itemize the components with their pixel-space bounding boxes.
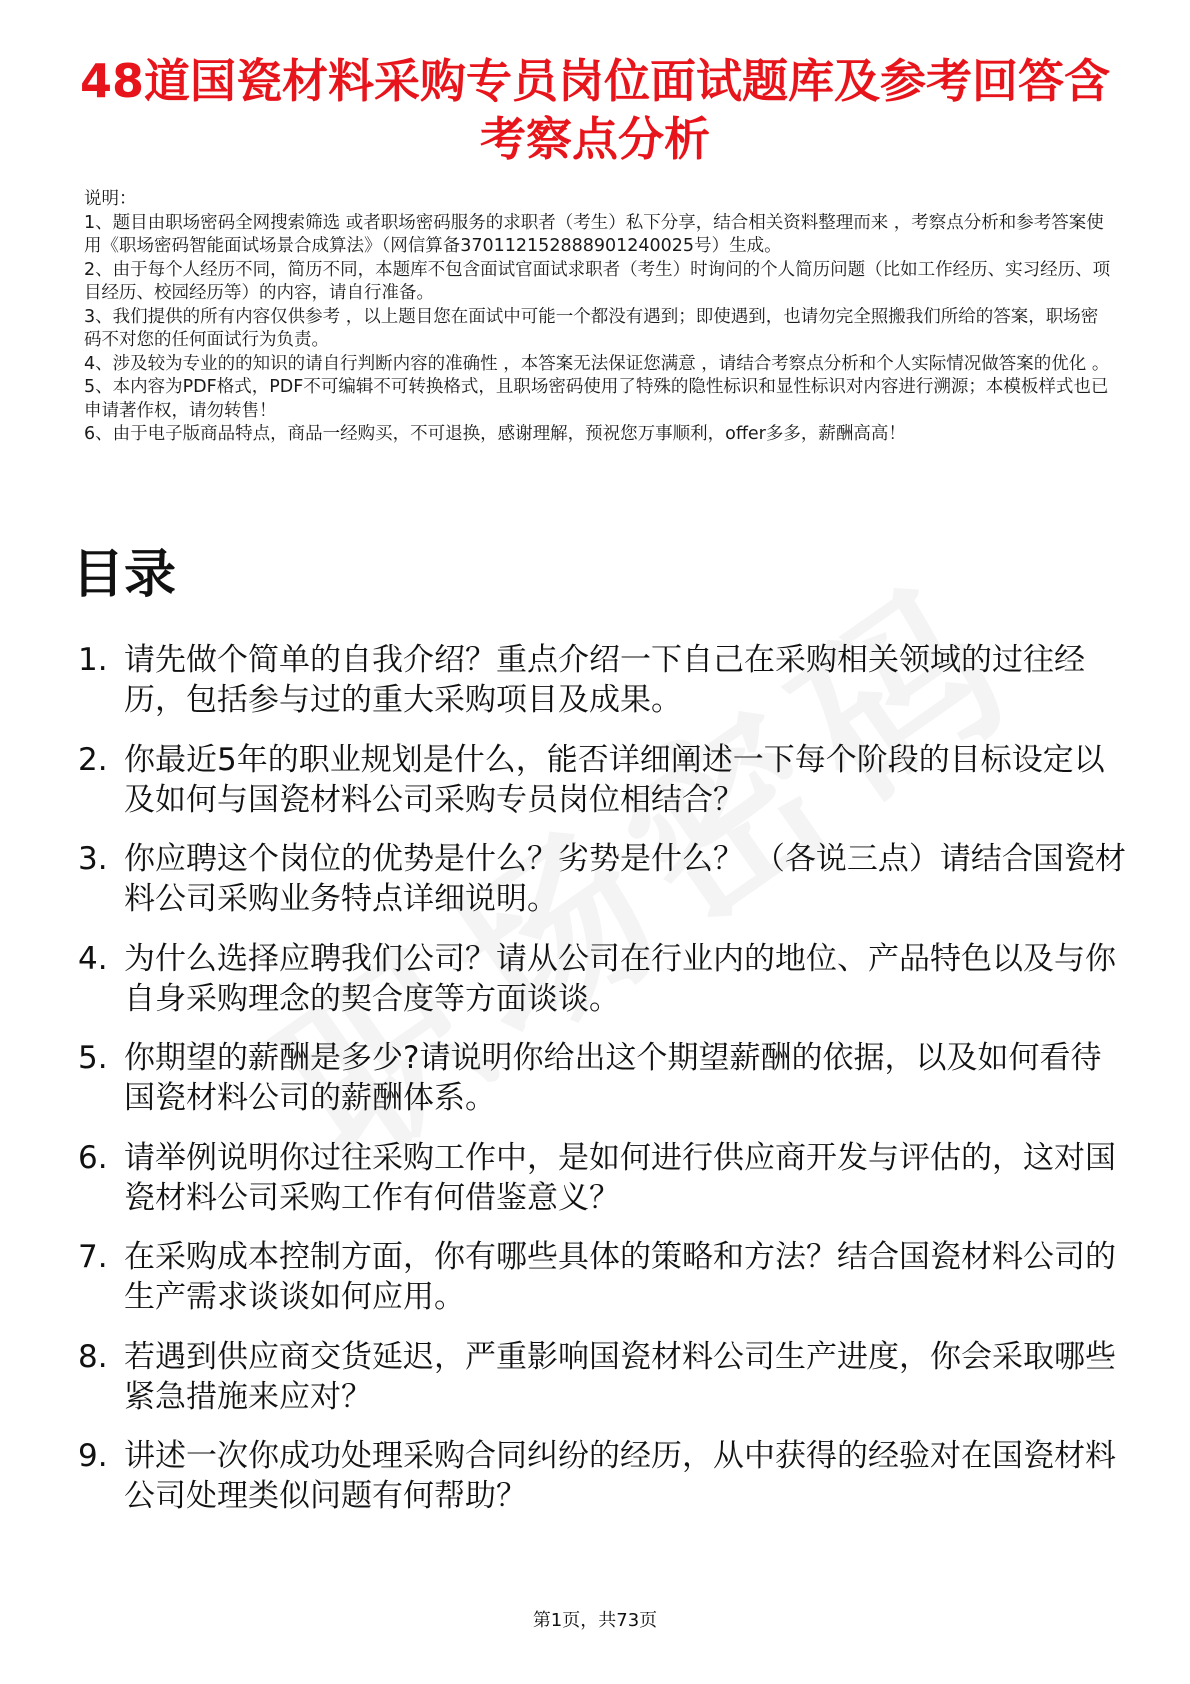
toc-item-text: 你应聘这个岗位的优势是什么？劣势是什么？ （各说三点）请结合国瓷材料公司采购业务特点详细说明。 bbox=[124, 841, 1126, 917]
toc-item bbox=[78, 1138, 1128, 1218]
toc-item bbox=[78, 839, 1128, 919]
toc-item bbox=[78, 640, 1128, 720]
note-item: 6、由于电子版商品特点，商品一经购买，不可退换，感谢理解，预祝您万事顺利，offer多多，薪酬高高！ bbox=[84, 424, 906, 444]
toc-item-number: 8. bbox=[78, 1338, 108, 1375]
note-item: 4、涉及较为专业的的知识的请自行判断内容的准确性 ，本答案无法保证您满意 ，请结合考察点分析和个人实际情况做答案的优化 。 bbox=[84, 353, 1110, 374]
toc-item-number: 3. bbox=[78, 841, 108, 877]
toc-item bbox=[78, 1237, 1128, 1317]
toc-item-text: 请先做个简单的自我介绍？重点介绍一下自己在采购相关领域的过往经历，包括参与过的重大采购项目及成果。 bbox=[124, 642, 1085, 718]
toc-list bbox=[78, 640, 1128, 1536]
toc-item-number: 2. bbox=[78, 741, 108, 778]
toc-item-text: 讲述一次你成功处理采购合同纠纷的经历，从中获得的经验对在国瓷材料公司处理类似问题有何帮助？ bbox=[124, 1438, 1116, 1514]
toc-item-number: 9. bbox=[78, 1438, 108, 1474]
toc-heading: 目录 bbox=[72, 545, 177, 605]
toc-item-number: 7. bbox=[78, 1239, 108, 1275]
toc-item-number: 6. bbox=[78, 1139, 108, 1176]
toc-item-number: 5. bbox=[78, 1040, 108, 1076]
toc-item bbox=[78, 1436, 1128, 1516]
note-item: 1、题目由职场密码全网搜索筛选 或者职场密码服务的求职者（考生）私下分享，结合相关资料整理而来 ，考察点分析和参考答案使用《职场密码智能面试场景合成算法》（网信算备370112152888901240025号）生成。 bbox=[84, 212, 1104, 256]
toc-item-number: 1. bbox=[78, 642, 108, 678]
document-title: 48道国瓷材料采购专员岗位面试题库及参考回答含考察点分析 bbox=[79, 54, 1110, 166]
toc-item-text: 你最近5年的职业规划是什么，能否详细阐述一下每个阶段的目标设定以及如何与国瓷材料公司采购专员岗位相结合？ bbox=[124, 741, 1105, 818]
toc-item bbox=[78, 1337, 1128, 1417]
toc-item bbox=[78, 1038, 1128, 1118]
toc-item-text: 为什么选择应聘我们公司？请从公司在行业内的地位、产品特色以及与你自身采购理念的契合度等方面谈谈。 bbox=[124, 940, 1116, 1017]
toc-item bbox=[78, 939, 1128, 1019]
toc-item bbox=[78, 740, 1128, 820]
note-item: 2、由于每个人经历不同，简历不同，本题库不包含面试官面试求职者（考生）时询问的个人简历问题（比如工作经历、实习经历、项目经历、校园经历等）的内容，请自行准备。 bbox=[84, 259, 1111, 303]
note-item: 3、我们提供的所有内容仅供参考 ，以上题目您在面试中可能一个都没有遇到；即使遇到，也请勿完全照搬我们所给的答案，职场密码不对您的任何面试行为负责。 bbox=[84, 306, 1099, 350]
toc-item-text: 请举例说明你过往采购工作中，是如何进行供应商开发与评估的，这对国瓷材料公司采购工作有何借鉴意义？ bbox=[124, 1139, 1116, 1216]
page-number-footer: 第1页，共73页 bbox=[532, 1610, 658, 1631]
toc-item-text: 在采购成本控制方面，你有哪些具体的策略和方法？结合国瓷材料公司的生产需求谈谈如何应用。 bbox=[124, 1239, 1116, 1315]
notes-section bbox=[84, 188, 1114, 447]
notes-heading: 说明： bbox=[84, 189, 137, 209]
toc-item-text: 你期望的薪酬是多少?请说明你给出这个期望薪酬的依据，以及如何看待国瓷材料公司的薪酬体系。 bbox=[124, 1040, 1102, 1116]
note-item: 5、本内容为PDF格式，PDF不可编辑不可转换格式，且职场密码使用了特殊的隐性标识和显性标识对内容进行溯源；本模板样式也已申请著作权，请勿转售！ bbox=[84, 377, 1109, 421]
toc-item-text: 若遇到供应商交货延迟，严重影响国瓷材料公司生产进度，你会采取哪些紧急措施来应对？ bbox=[124, 1338, 1116, 1415]
toc-item-number: 4. bbox=[78, 940, 108, 977]
